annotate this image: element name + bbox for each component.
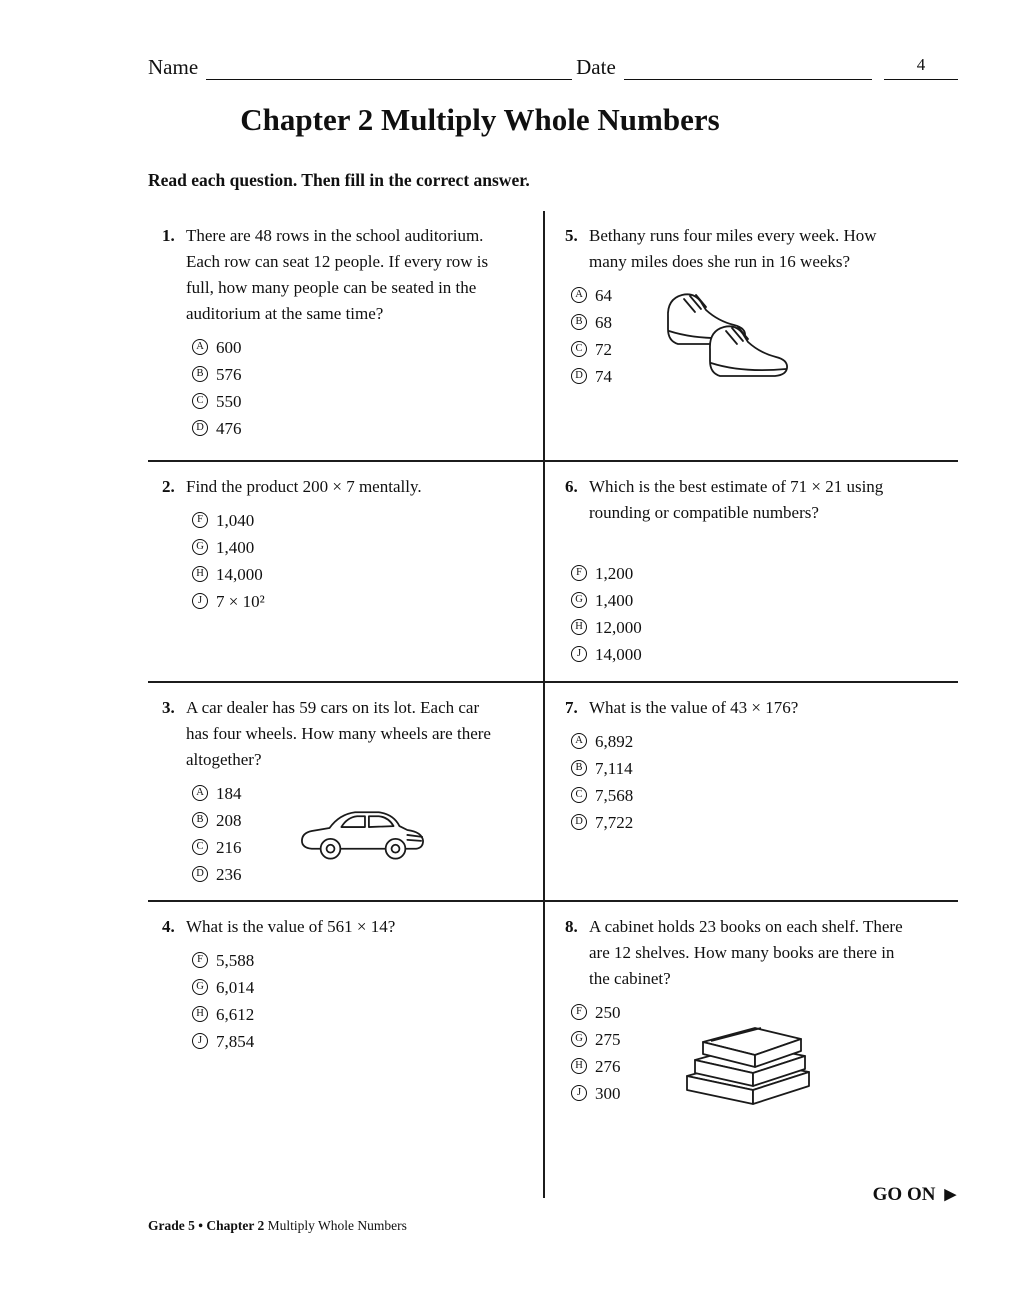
answer-choice[interactable] [571, 336, 612, 363]
answer-bubble[interactable]: F [571, 565, 587, 581]
answer-choice[interactable] [571, 363, 612, 390]
question-4 [148, 902, 545, 1198]
choice-text: 1,400 [595, 591, 634, 610]
choice-text: 72 [595, 340, 612, 359]
choice-text: 1,200 [595, 564, 634, 583]
choice-text: 576 [216, 365, 242, 384]
answer-bubble[interactable]: B [192, 366, 208, 382]
books-illustration [677, 980, 817, 1112]
question-2 [148, 462, 545, 683]
footer-credit [148, 1218, 958, 1234]
answer-choice[interactable] [571, 641, 642, 668]
question-number: 7. [565, 698, 578, 717]
choice-text: 7,114 [595, 759, 633, 778]
answer-choice[interactable] [192, 780, 242, 807]
question-6 [545, 462, 958, 683]
answer-choices [192, 947, 254, 1055]
choice-text: 6,014 [216, 978, 255, 997]
answer-bubble[interactable]: C [192, 393, 208, 409]
answer-choice[interactable] [192, 974, 254, 1001]
choice-text: 74 [595, 367, 612, 386]
answer-choices [192, 334, 242, 442]
answer-choice[interactable] [192, 361, 242, 388]
header [148, 54, 958, 80]
answer-bubble[interactable]: H [192, 1006, 208, 1022]
choice-text: 276 [595, 1057, 621, 1076]
answer-bubble[interactable]: G [571, 1031, 587, 1047]
answer-bubble[interactable]: C [192, 839, 208, 855]
sneakers-illustration [660, 283, 795, 383]
answer-choice[interactable] [571, 999, 621, 1026]
answer-bubble[interactable]: B [571, 760, 587, 776]
car-illustration [298, 793, 428, 869]
answer-choice[interactable] [192, 807, 242, 834]
choice-text: 64 [595, 286, 612, 305]
answer-bubble[interactable]: J [571, 1085, 587, 1101]
answer-choice[interactable] [571, 282, 612, 309]
go-on-indicator [873, 1184, 956, 1206]
choice-text: 216 [216, 838, 242, 857]
answer-bubble[interactable]: C [571, 787, 587, 803]
answer-choice[interactable] [192, 861, 242, 888]
choice-text: 7,568 [595, 786, 634, 805]
name-label: Name [148, 55, 199, 79]
answer-choice[interactable] [571, 614, 642, 641]
answer-bubble[interactable]: A [571, 287, 587, 303]
questions-grid [148, 211, 958, 1205]
answer-bubble[interactable]: D [192, 866, 208, 882]
answer-choices [571, 560, 642, 668]
answer-choice[interactable] [192, 507, 265, 534]
answer-bubble[interactable]: D [571, 368, 587, 384]
answer-bubble[interactable]: F [571, 1004, 587, 1020]
page-number: 4 [884, 55, 958, 80]
date-underline[interactable] [624, 54, 872, 80]
question-text: Bethany runs four miles every week. How many miles does she run in 16 weeks? [589, 226, 877, 271]
choice-text: 208 [216, 811, 242, 830]
choice-text: 6,892 [595, 732, 634, 751]
choice-text: 12,000 [595, 618, 642, 637]
go-on-arrow-icon: ▶ [944, 1186, 956, 1203]
question-1 [148, 211, 545, 462]
answer-choice[interactable] [571, 309, 612, 336]
question-number: 4. [162, 917, 175, 936]
question-text: A cabinet holds 23 books on each shelf. There are 12 shelves. How many books are there in the cabinet? [589, 917, 903, 988]
answer-bubble[interactable]: A [571, 733, 587, 749]
choice-text: 68 [595, 313, 612, 332]
date-label: Date [576, 55, 616, 79]
question-number: 1. [162, 226, 175, 245]
answer-choice[interactable] [192, 1001, 254, 1028]
choice-text: 184 [216, 784, 242, 803]
question-8 [545, 902, 958, 1205]
footer-credit-regular: Multiply Whole Numbers [264, 1218, 407, 1233]
choice-text: 14,000 [216, 565, 263, 584]
answer-bubble[interactable]: H [571, 619, 587, 635]
worksheet-title: Chapter 2 Multiply Whole Numbers [240, 102, 720, 137]
answer-choice[interactable] [571, 728, 633, 755]
question-3 [148, 683, 545, 902]
answer-choice[interactable] [192, 388, 242, 415]
choice-text: 236 [216, 865, 242, 884]
answer-choice[interactable] [571, 755, 633, 782]
choice-text: 550 [216, 392, 242, 411]
choice-text: 5,588 [216, 951, 255, 970]
choice-text: 300 [595, 1084, 621, 1103]
answer-choice[interactable] [192, 834, 242, 861]
question-number: 8. [565, 917, 578, 936]
choice-text: 275 [595, 1030, 621, 1049]
answer-choice[interactable] [192, 561, 265, 588]
answer-choice[interactable] [192, 534, 265, 561]
answer-bubble[interactable]: J [571, 646, 587, 662]
choice-text: 7,722 [595, 813, 634, 832]
answer-bubble[interactable]: F [192, 512, 208, 528]
answer-bubble[interactable]: C [571, 341, 587, 357]
answer-choice[interactable] [192, 947, 254, 974]
answer-bubble[interactable]: F [192, 952, 208, 968]
choice-text: 7 × 10² [216, 592, 265, 611]
choice-text: 6,612 [216, 1005, 255, 1024]
go-on-label: GO ON [872, 1184, 936, 1205]
name-underline[interactable] [206, 54, 572, 80]
answer-bubble[interactable]: G [192, 979, 208, 995]
question-number: 5. [565, 226, 578, 245]
question-5 [545, 211, 958, 462]
question-text: There are 48 rows in the school auditorium. Each row can seat 12 people. If every row is full, how many people can be seated in the auditorium at the same time? [186, 226, 489, 323]
answer-bubble[interactable]: H [192, 566, 208, 582]
answer-choice[interactable] [571, 1053, 621, 1080]
answer-choice[interactable] [571, 560, 642, 587]
answer-choice[interactable] [192, 334, 242, 361]
answer-choices [192, 507, 265, 615]
answer-bubble[interactable]: B [571, 314, 587, 330]
instructions-text: Read each question. Then fill in the correct answer. [148, 170, 530, 190]
answer-choice[interactable] [192, 415, 242, 442]
question-text: Which is the best estimate of 71 × 21 using rounding or compatible numbers? [589, 477, 884, 522]
question-text: What is the value of 561 × 14? [186, 917, 396, 936]
question-text: A car dealer has 59 cars on its lot. Each car has four wheels. How many wheels are there altogether? [186, 698, 491, 769]
choice-text: 250 [595, 1003, 621, 1022]
answer-bubble[interactable]: A [192, 339, 208, 355]
question-number: 2. [162, 477, 175, 496]
answer-choices [571, 999, 621, 1107]
answer-choice[interactable] [571, 1080, 621, 1107]
answer-bubble[interactable]: G [192, 539, 208, 555]
answer-choice[interactable] [571, 782, 633, 809]
footer-credit-bold: Grade 5 • Chapter 2 [148, 1218, 265, 1233]
answer-bubble[interactable]: J [192, 1033, 208, 1049]
answer-choice[interactable] [571, 809, 633, 836]
question-text: Find the product 200 × 7 mentally. [186, 477, 422, 496]
answer-bubble[interactable]: D [192, 420, 208, 436]
answer-bubble[interactable]: D [571, 814, 587, 830]
answer-bubble[interactable]: A [192, 785, 208, 801]
question-number: 3. [162, 698, 175, 717]
answer-choice[interactable] [571, 587, 642, 614]
answer-bubble[interactable]: G [571, 592, 587, 608]
answer-choice[interactable] [192, 1028, 254, 1055]
answer-bubble[interactable]: H [571, 1058, 587, 1074]
choice-text: 476 [216, 419, 242, 438]
choice-text: 600 [216, 338, 242, 357]
answer-choices [571, 728, 633, 836]
question-text: What is the value of 43 × 176? [589, 698, 799, 717]
choice-text: 1,400 [216, 538, 255, 557]
answer-bubble[interactable]: J [192, 593, 208, 609]
question-number: 6. [565, 477, 578, 496]
choice-text: 1,040 [216, 511, 255, 530]
choice-text: 7,854 [216, 1032, 255, 1051]
answer-choices [192, 780, 242, 888]
answer-choices [571, 282, 612, 390]
choice-text: 14,000 [595, 645, 642, 664]
answer-bubble[interactable]: B [192, 812, 208, 828]
answer-choice[interactable] [192, 588, 265, 615]
question-7 [545, 683, 958, 902]
answer-choice[interactable] [571, 1026, 621, 1053]
